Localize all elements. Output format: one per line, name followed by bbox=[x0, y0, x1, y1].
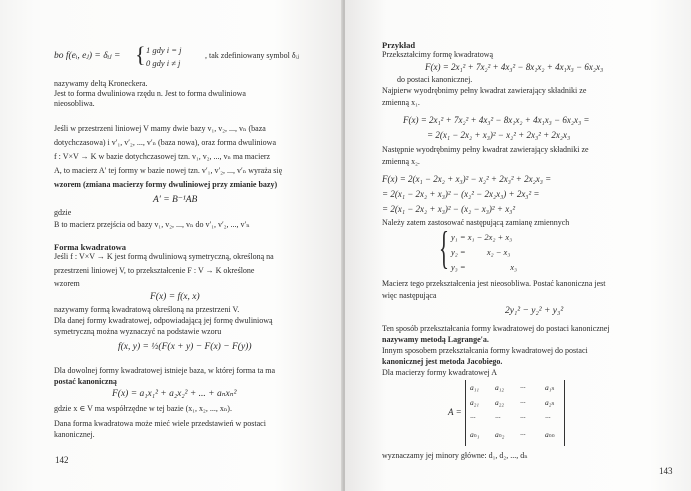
text-line: nazywamy deltą Kroneckera. bbox=[54, 79, 148, 88]
substitution-brace: { bbox=[439, 222, 449, 273]
text-line: Macierz tego przekształcenia jest nieosobliwa. Postać kanoniczna jest bbox=[382, 279, 606, 288]
delta-case-1: 1 gdy i = j bbox=[146, 45, 182, 55]
section-heading: Forma kwadratowa bbox=[54, 242, 127, 252]
text-line: gdzie bbox=[54, 208, 72, 217]
page-number: 142 bbox=[55, 455, 69, 465]
matrix-cell: aₙₙ bbox=[545, 430, 555, 439]
matrix-cell: ··· bbox=[520, 383, 526, 392]
equation-quadratic-form: F(x) = f(x, x) bbox=[150, 292, 200, 302]
text-line: Najpierw wyodrębnimy pełny kwadrat zawierający składniki ze bbox=[382, 86, 587, 95]
text-line: Jest to forma dwuliniowa rzędu n. Jest to forma dwuliniowa bbox=[54, 89, 246, 98]
delta-brace: { bbox=[135, 42, 146, 67]
text-line: kanonicznej jest metoda Jacobiego. bbox=[382, 357, 503, 366]
equation-step: = 2(x₁ − 2x₂ + x₃)² − x₂² + 2x₃² + 2x₂x₃ bbox=[427, 130, 571, 140]
text-line: Ten sposób przekształcania formy kwadratowej do postaci kanonicznej bbox=[382, 324, 610, 333]
text-line: Innym sposobem przekształcania formy kwadratowej do postaci bbox=[382, 346, 588, 355]
substitution-line: y₃ = x₃ bbox=[451, 262, 517, 272]
text-line: nazywamy metodą Lagrange'a. bbox=[382, 335, 489, 344]
text-line: nieosobliwa. bbox=[54, 99, 95, 108]
text-line: Dla macierzy formy kwadratowej A bbox=[382, 368, 498, 377]
example-heading: Przykład bbox=[382, 40, 416, 50]
equation-step: F(x) = 2x₁² + 7x₂² + 4x₃² − 8x₁x₂ + 4x₁x₃ − 6x₂x₃ = bbox=[403, 115, 590, 125]
page-number: 143 bbox=[659, 466, 673, 476]
text-line: nazywamy formą kwadratową określoną na przestrzeni V. bbox=[54, 305, 240, 314]
text-line: zmienną x₂. bbox=[382, 157, 420, 166]
text-line: wzorem (zmiana macierzy formy dwuliniowej przy zmianie bazy) bbox=[54, 180, 278, 189]
left-page bbox=[0, 0, 343, 491]
matrix-cell: ··· bbox=[545, 413, 551, 422]
text-line: postać kanoniczną bbox=[54, 377, 117, 386]
matrix-cell: aₙ₁ bbox=[470, 430, 480, 439]
text-line: gdzie x ∈ V ma współrzędne w tej bazie (x₁, x₂, ..., xₙ). bbox=[54, 404, 232, 413]
matrix-cell: ··· bbox=[470, 413, 476, 422]
text-line: B to macierz przejścia od bazy v₁, v₂, ..., vₙ do v′₁, v′₂, ..., v′ₙ bbox=[54, 220, 250, 229]
matrix-cell: a₁₁ bbox=[470, 383, 479, 392]
matrix-cell: ··· bbox=[495, 413, 501, 422]
text-line: Przekształcimy formę kwadratową bbox=[382, 50, 494, 59]
delta-prefix: bo f(eᵢ, eⱼ) = δᵢⱼ = bbox=[54, 51, 121, 61]
delta-case-2: 0 gdy i ≠ j bbox=[146, 58, 181, 68]
matrix-bracket-left bbox=[465, 380, 466, 446]
equation-basis-change: A′ = B⁻¹AB bbox=[153, 195, 198, 205]
matrix-cell: a₁₂ bbox=[495, 383, 504, 392]
text-line: Jeśli f : V×V → K jest formą dwuliniową symetryczną, określoną na bbox=[54, 252, 274, 261]
matrix-cell: a₂₂ bbox=[495, 398, 504, 407]
matrix-label: A = bbox=[448, 407, 462, 417]
matrix-cell: aₙ₂ bbox=[495, 430, 505, 439]
text-line: Jeśli w przestrzeni liniowej V mamy dwie bazy v₁, v₂, ..., vₙ (baza bbox=[54, 124, 266, 133]
text-line: do postaci kanonicznej. bbox=[397, 75, 473, 84]
text-line: kanonicznej. bbox=[54, 430, 95, 439]
matrix-cell: a₂ₙ bbox=[545, 398, 555, 407]
text-line: Dla danej formy kwadratowej, odpowiadającą jej formę dwuliniową bbox=[54, 316, 273, 325]
text-line: dotychczasowa) i v′₁, v′₂, ..., v′ₙ (baza nowa), oraz forma dwuliniowa bbox=[54, 138, 276, 147]
equation-step: = 2(x₁ − 2x₂ + x₃)² − (x₂² − 2x₂x₃) + 2x₃² = bbox=[382, 189, 540, 199]
text-line: Następnie wyodrębnimy pełny kwadrat zawierający składniki ze bbox=[382, 145, 589, 154]
substitution-line: y₂ = x₂ − x₃ bbox=[451, 247, 511, 257]
text-line: Dana forma kwadratowa może mieć wiele przedstawień w postaci bbox=[54, 419, 266, 428]
text-line: wzorem bbox=[54, 279, 80, 288]
equation-example-form: F(x) = 2x₁² + 7x₂² + 4x₃² − 8x₁x₂ + 4x₁x₃ − 6x₂x₃ bbox=[425, 62, 604, 72]
matrix-cell: ··· bbox=[520, 398, 526, 407]
matrix-cell: ··· bbox=[520, 430, 526, 439]
text-line: wyznaczamy jej minory główne: d₁, d₂, ..., dₙ bbox=[382, 451, 528, 460]
substitution-line: y₁ = x₁ − 2x₂ + x₃ bbox=[451, 232, 513, 242]
matrix-bracket-right bbox=[564, 380, 565, 446]
text-line: Dla dowolnej formy kwadratowej istnieje baza, w której forma ta ma bbox=[54, 366, 276, 375]
right-page bbox=[345, 0, 691, 491]
text-line: symetryczną można wyznaczyć na podstawie wzoru bbox=[54, 327, 222, 336]
text-line: A, to macierz A′ tej formy w bazie nowej tzn. v′₁, v′₂, ..., v′ₙ wyraża się bbox=[54, 166, 283, 175]
text-line: więc następująca bbox=[382, 291, 437, 300]
matrix-cell: a₁ₙ bbox=[545, 383, 555, 392]
matrix-cell: ··· bbox=[520, 413, 526, 422]
text-line: zmienną x₁. bbox=[382, 98, 420, 107]
matrix-cell: a₂₁ bbox=[470, 398, 479, 407]
equation-canonical-form: F(x) = a₁x₁² + a₂x₂² + ... + aₙxₙ² bbox=[112, 389, 237, 399]
text-line: f : V×V → K w bazie dotychczasowej tzn. v₁, v₂, ..., vₙ ma macierz bbox=[54, 152, 271, 161]
equation-step: F(x) = 2(x₁ − 2x₂ + x₃)² − x₂² + 2x₃² + 2x₂x₃ = bbox=[382, 174, 552, 184]
text-line: Należy zatem zastosować następującą zamianę zmiennych bbox=[382, 218, 570, 227]
delta-suffix: , tak zdefiniowany symbol δᵢⱼ bbox=[205, 51, 300, 60]
equation-canonical-result: 2y₁² − y₂² + y₃² bbox=[505, 306, 564, 316]
equation-step: = 2(x₁ − 2x₂ + x₃)² − (x₂ − x₃)² + x₃² bbox=[382, 204, 516, 214]
text-line: przestrzeni liniowej V, to przekształcenie F : V → K określone bbox=[54, 266, 255, 275]
equation-polarization: f(x, y) = ½(F(x + y) − F(x) − F(y)) bbox=[118, 342, 252, 352]
